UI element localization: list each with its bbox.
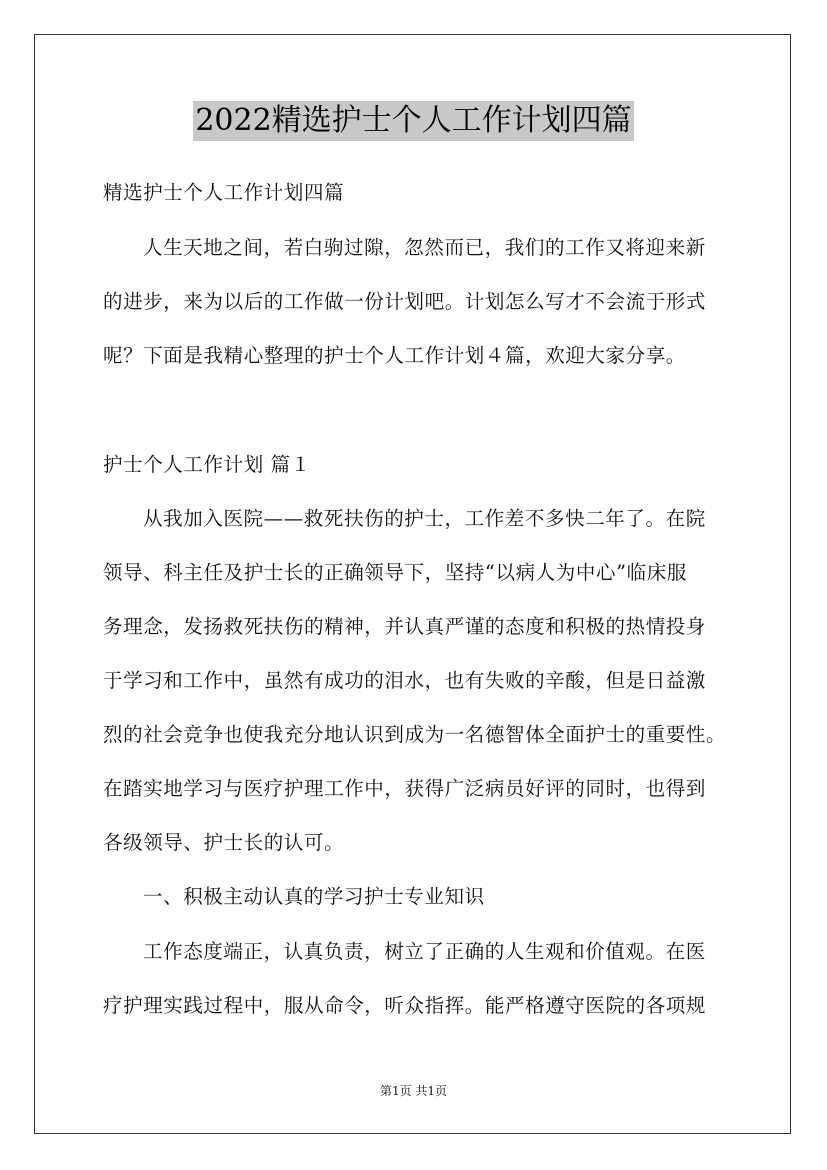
body-line: 烈的社会竞争也使我充分地认识到成为一名德智体全面护士的重要性。 — [103, 723, 727, 746]
body-line: 领导、科主任及护士长的正确领导下，坚持“以病人为中心”临床服 — [103, 561, 687, 584]
body-line: 在踏实地学习与医疗护理工作中，获得广泛病员好评的同时，也得到 — [103, 777, 707, 800]
page-number-footer: 第1页 共1页 — [379, 1084, 448, 1098]
section-heading: 护士个人工作计划 篇１ — [103, 453, 311, 476]
document-title: 2022精选护士个人工作计划四篇 — [193, 101, 633, 141]
body-line: 于学习和工作中，虽然有成功的泪水，也有失败的辛酸，但是日益激 — [103, 669, 707, 692]
body-line: 呢？下面是我精心整理的护士个人工作计划４篇，欢迎大家分享。 — [103, 344, 686, 367]
body-line: 务理念，发扬救死扶伤的精神，并认真严谨的态度和积极的热情投身 — [103, 615, 707, 638]
body-line: 人生天地之间，若白驹过隙，忽然而已，我们的工作又将迎来新 — [143, 236, 706, 259]
body-line: 各级领导、护士长的认可。 — [103, 831, 345, 854]
body-line: 工作态度端正，认真负责，树立了正确的人生观和价值观。在医 — [143, 940, 706, 963]
title-container — [0, 101, 827, 141]
subtitle-line: 精选护士个人工作计划四篇 — [103, 181, 345, 204]
body-line: 的进步，来为以后的工作做一份计划吧。计划怎么写才不会流于形式 — [103, 290, 707, 313]
subsection-heading: 一、积极主动认真的学习护士专业知识 — [143, 885, 485, 908]
body-line: 从我加入医院——救死扶伤的护士，工作差不多快二年了。在院 — [143, 507, 706, 530]
body-line: 疗护理实践过程中，服从命令，听众指挥。能严格遵守医院的各项规 — [103, 994, 707, 1017]
